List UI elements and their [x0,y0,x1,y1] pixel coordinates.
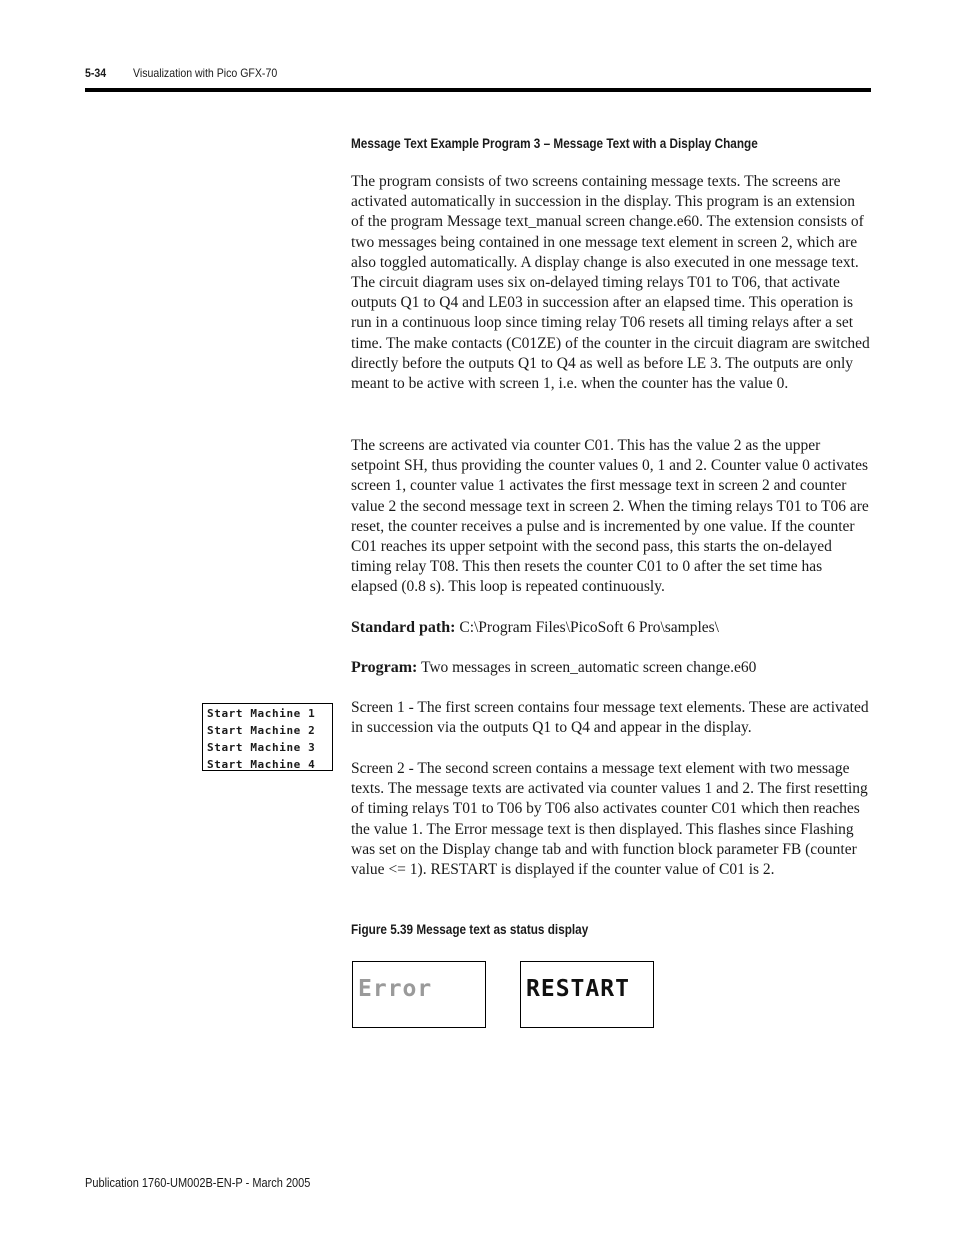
display-line: Start Machine 1 [207,707,316,720]
figure-caption: Figure 5.39 Message text as status display [351,921,589,937]
error-message: Error [358,976,433,1002]
restart-message: RESTART [526,976,630,1002]
standard-path [351,618,871,638]
publication-footer: Publication 1760-UM002B-EN-P - March 2005 [85,1176,311,1190]
section-heading: Message Text Example Program 3 – Message Text with a Display Change [351,135,758,151]
program-label: Program: [351,659,418,676]
standard-path-label: Standard path: [351,619,456,636]
program-value: Two messages in screen_automatic screen change.e60 [417,659,757,676]
error-display [352,961,486,1028]
restart-display [520,961,654,1028]
display-line: Start Machine 3 [207,741,316,754]
chapter-title: Visualization with Pico GFX-70 [133,66,278,80]
display-line: Start Machine 4 [207,758,316,771]
program-line [351,658,871,678]
intro-paragraph: The program consists of two screens containing message texts. The screens are activated automatically in succession in the display. This program is an extension of the program Message text_manual screen change.e60. The extension consists of two messages being contained in one message text element in screen 2, which are also toggled automatically. A display change is also executed in one message text. The circuit diagram uses six on-delayed timing relays T01 to T06, that activate outputs Q1 to Q4 and LE03 in succession after an elapsed time. This operation is run in a continuous loop since timing relay T06 resets all timing relays after a set time. The make contacts (C01ZE) of the counter in the circuit diagram are switched directly before the outputs Q1 to Q4 as well as before LE 3. The outputs are only meant to be active with screen 1, i.e. when the counter has the value 0. [351,173,870,393]
screen2-description: Screen 2 - The second screen contains a message text element with two message texts. The message texts are activated via counter values 1 and 2. The first resetting of timing relays T01 to T06 by T06 also activates counter C01 which then reaches the value 1. The Error message text is then displayed. This flashes since Flashing was set on the Display change tab and with function block parameter FB (counter value <= 1). RESTART is displayed if the counter value of C01 is 2. [351,760,868,879]
screen1-display [202,703,333,771]
standard-path-value: C:\Program Files\PicoSoft 6 Pro\samples\ [455,619,719,636]
display-line: Start Machine 2 [207,724,316,737]
header-rule [85,88,871,92]
counter-paragraph: The screens are activated via counter C01. This has the value 2 as the upper setpoint SH, thus providing the counter values 0, 1 and 2. Counter value 0 activates screen 1, counter value 1 activates the first message text in screen 2 and counter value 2 the second message text in screen 2. When the timing relays T01 to T06 are reset, the counter receives a pulse and is incremented by one value. If the counter C01 reaches its upper setpoint with the second pass, this starts the on-delayed timing relay T08. This then resets the counter C01 to 0 after the set time has elapsed (0.8 s). This loop is repeated continuously. [351,437,869,596]
screen1-description: Screen 1 - The first screen contains four message text elements. These are activated in succession via the outputs Q1 to Q4 and appear in the display. [351,699,869,737]
page-number: 5-34 [85,66,107,80]
